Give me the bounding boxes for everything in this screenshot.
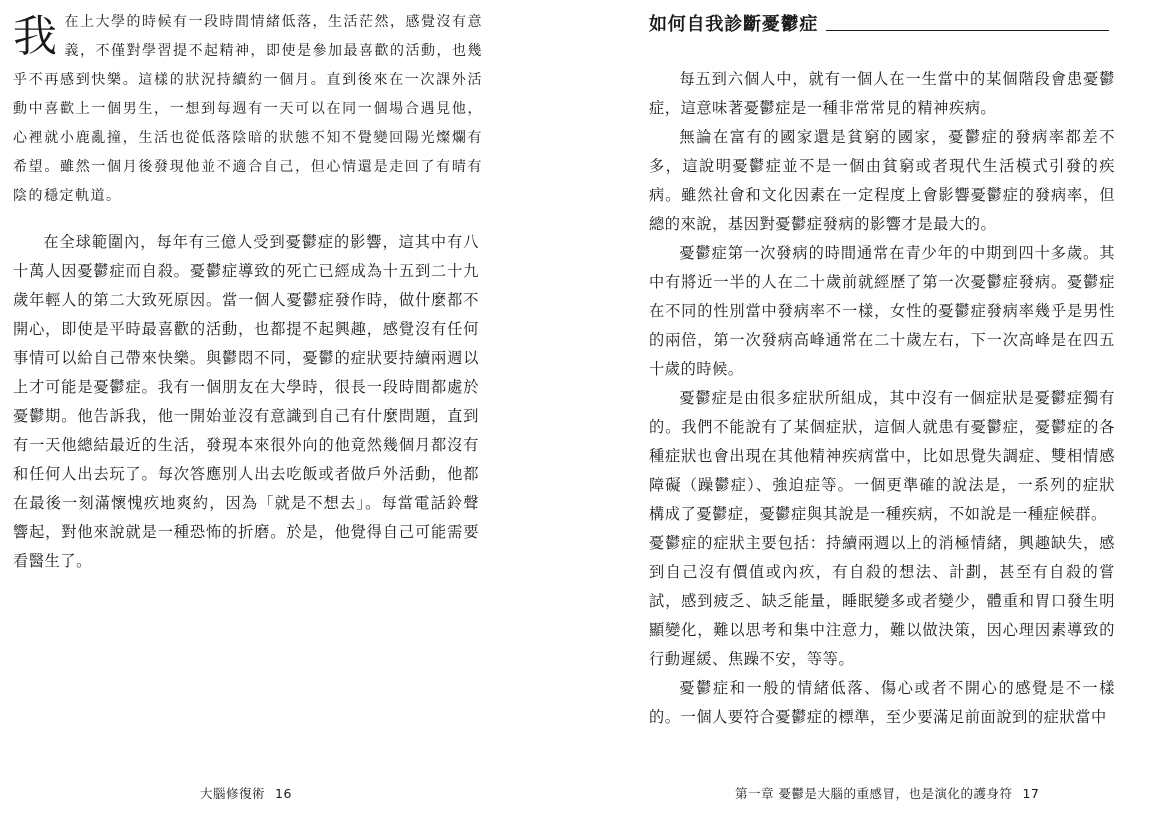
left-body-text (13, 228, 479, 576)
page-number: 16 (275, 786, 292, 801)
body-paragraph: 憂鬱症是由很多症狀所組成，其中沒有一個症狀是憂鬱症獨有的。我們不能說有了某個症狀，這個人就患有憂鬱症，憂鬱症的各種症狀也會出現在其他精神疾病當中，比如思覺失調症、雙相情感障礙（躁鬱症）、強迫症等。一個更準確的說法是，一系列的症狀構成了憂鬱症，憂鬱症與其說是一種疾病，不如說是一種症候群。 (649, 389, 1115, 523)
left-page (0, 0, 574, 813)
body-paragraph: 無論在富有的國家還是貧窮的國家，憂鬱症的發病率都差不多，這說明憂鬱症並不是一個由貧窮或者現代生活模式引發的疾病。雖然社會和文化因素在一定程度上會影響憂鬱症的發病率，但總的來說，基因對憂鬱症發病的影響才是最大的。 (649, 128, 1115, 233)
section-heading: 如何自我診斷憂鬱症 (649, 14, 819, 35)
right-page (575, 0, 1149, 813)
section-heading-row (649, 10, 1119, 36)
body-paragraph: 憂鬱症第一次發病的時間通常在青少年的中期到四十多歲。其中有將近一半的人在二十歲前就經歷了第一次憂鬱症發病。憂鬱症在不同的性別當中發病率不一樣，女性的憂鬱症發病率幾乎是男性的兩倍，第一次發病高峰通常在二十歲左右，下一次高峰是在四五十歲的時候。 (649, 244, 1115, 378)
body-paragraph: 在全球範圍內，每年有三億人受到憂鬱症的影響，這其中有八十萬人因憂鬱症而自殺。憂鬱症導致的死亡已經成為十五到二十九歲年輕人的第二大致死原因。當一個人憂鬱症發作時，做什麼都不開心，即使是平時最喜歡的活動，也都提不起興趣，感覺沒有任何事情可以給自己帶來快樂。與鬱悶不同，憂鬱的症狀要持續兩週以上才可能是憂鬱症。我有一個朋友在大學時，很長一段時間都處於憂鬱期。他告訴我，他一開始並沒有意識到自己有什麼問題，直到有一天他總結最近的生活，發現本來很外向的他竟然幾個月都沒有和任何人出去玩了。每次答應別人出去吃飯或者做戶外活動，他都在最後一刻滿懷愧疚地爽約，因為「就是不想去」。每當電話鈴聲響起，對他來說就是一種恐怖的折磨。於是，他覺得自己可能需要看醫生了。 (13, 233, 479, 570)
right-footer (735, 784, 1039, 802)
page-number: 17 (1022, 786, 1040, 801)
body-paragraph-symptoms: 憂鬱症的症狀主要包括：持續兩週以上的消極情緒，興趣缺失，感到自己沒有價值或內疚，有自殺的想法、計劃，甚至有自殺的嘗試，感到疲乏、缺乏能量，睡眠變多或者變少，體重和胃口發生明顯變化，難以思考和集中注意力，難以做決策，因心理因素導致的行動遲緩、焦躁不安，等等。 (649, 534, 1115, 668)
heading-rule (826, 30, 1109, 31)
left-footer (200, 784, 292, 802)
body-paragraph: 每五到六個人中，就有一個人在一生當中的某個階段會患憂鬱症，這意味著憂鬱症是一種非常常見的精神疾病。 (649, 70, 1115, 117)
opening-story (13, 8, 483, 211)
chapter-title: 第一章 憂鬱是大腦的重感冒，也是演化的護身符 (735, 786, 1013, 801)
dropcap-character: 我 (13, 11, 59, 62)
story-text: 在上大學的時候有一段時間情緒低落，生活茫然，感覺沒有意義，不僅對學習提不起精神，即使是參加最喜歡的活動，也幾乎不再感到快樂。這樣的狀況持續約一個月。直到後來在一次課外活動中喜歡上一個男生，一想到每週有一天可以在同一個場合遇見他，心裡就小鹿亂撞，生活也從低落陰暗的狀態不知不覺變回陽光燦爛有希望。雖然一個月後發現他並不適合自己，但心情還是走回了有晴有陰的穩定軌道。 (13, 14, 483, 204)
right-body-text (649, 65, 1115, 732)
book-title: 大腦修復術 (200, 786, 266, 801)
body-paragraph: 憂鬱症和一般的情緒低落、傷心或者不開心的感覺是不一樣的。一個人要符合憂鬱症的標準，至少要滿足前面說到的症狀當中 (649, 679, 1115, 726)
